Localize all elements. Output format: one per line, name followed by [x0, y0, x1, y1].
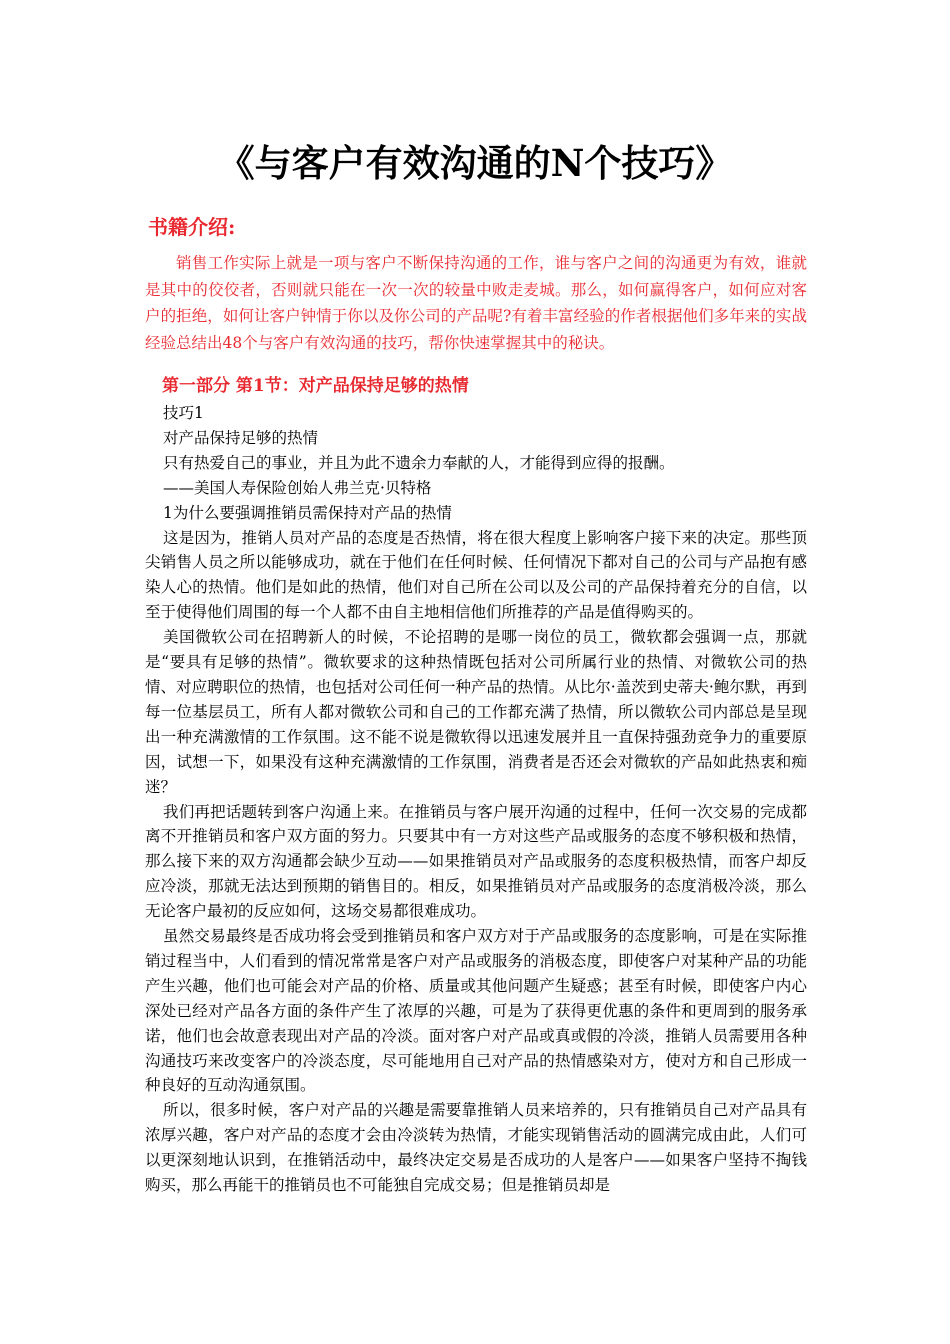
body-paragraph: 虽然交易最终是否成功将会受到推销员和客户双方对于产品或服务的态度影响，可是在实际推销过程当中，人们看到的情况常常是客户对产品或服务的消极态度，即使客户对某种产品的功能产生兴趣，他们也可能会对产品的价格、质量或其他问题产生疑惑；甚至有时候，即使客户内心深处已经对产品各方面的条件产生了浓厚的兴趣，可是为了获得更优惠的条件和更周到的服务承诺，他们也会故意表现出对产品的冷淡。面对客户对产品或真或假的冷淡，推销人员需要用各种沟通技巧来改变客户的冷淡态度，尽可能地用自己对产品的热情感染对方，使对方和自己形成一种良好的互动沟通氛围。 [145, 927, 807, 1095]
quote-text: 只有热爱自己的事业，并且为此不遗余力奉献的人，才能得到应得的报酬。 [163, 453, 675, 472]
body-paragraph: 美国微软公司在招聘新人的时候，不论招聘的是哪一岗位的员工，微软都会强调一点，那就是“要具有足够的热情”。微软要求的这种热情既包括对公司所属行业的热情、对微软公司的热情、对应聘职位的热情，也包括对公司任何一种产品的热情。从比尔·盖茨到史蒂夫·鲍尔默，再到每一位基层员工，所有人都对微软公司和自己的工作都充满了热情，所以微软公司内部总是呈现出一种充满激情的工作氛围。这不能不说是微软得以迅速发展并且一直保持强劲竞争力的重要原因，试想一下，如果没有这种充满激情的工作氛围，消费者是否还会对微软的产品如此热衷和痴迷？ [145, 628, 807, 796]
intro-heading: 书籍介绍: [148, 215, 236, 239]
quote-attribution: ——美国人寿保险创始人弗兰克·贝特格 [163, 478, 432, 497]
body-paragraph: 这是因为，推销人员对产品的态度是否热情，将在很大程度上影响客户接下来的决定。那些顶尖销售人员之所以能够成功，就在于他们在任何时候、任何情况下都对自己的公司与产品抱有感染人心的热情。他们是如此的热情，他们对自己所在公司以及公司的产品保持着充分的自信，以至于使得他们周围的每一个人都不由自主地相信他们所推荐的产品是值得购买的。 [145, 528, 807, 622]
section-heading: 第一部分 第1节：对产品保持足够的热情 [162, 376, 469, 396]
document-title: 《与客户有效沟通的N个技巧》 [217, 141, 733, 185]
body-paragraph: 所以，很多时候，客户对产品的兴趣是需要靠推销人员来培养的，只有推销员自己对产品具有浓厚兴趣，客户对产品的态度才会由冷淡转为热情，才能实现销售活动的圆满完成由此，人们可以更深刻地认识到，在推销活动中，最终决定交易是否成功的人是客户——如果客户坚持不掏钱购买，那么再能干的推销员也不可能独自完成交易；但是推销员却是 [145, 1101, 807, 1195]
tip-number: 技巧1 [163, 404, 204, 422]
body-text [145, 401, 807, 1198]
body-paragraph: 我们再把话题转到客户沟通上来。在推销员与客户展开沟通的过程中，任何一次交易的完成都离不开推销员和客户双方面的努力。只要其中有一方对这些产品或服务的态度不够积极和热情，那么接下来的双方沟通都会缺少互动——如果推销员对产品或服务的态度积极热情，而客户却反应冷淡，那就无法达到预期的销售目的。相反，如果推销员对产品或服务的态度消极冷淡，那么无论客户最初的反应如何，这场交易都很难成功。 [145, 802, 807, 921]
intro-paragraph: 销售工作实际上就是一项与客户不断保持沟通的工作，谁与客户之间的沟通更为有效，谁就是其中的佼佼者，否则就只能在一次一次的较量中败走麦城。那么，如何赢得客户，如何应对客户的拒绝，如何让客户钟情于你以及你公司的产品呢?有着丰富经验的作者根据他们多年来的实战经验总结出48个与客户有效沟通的技巧，帮你快速掌握其中的秘诀。 [145, 254, 807, 352]
tip-title: 对产品保持足够的热情 [163, 428, 319, 447]
subsection-heading: 1为什么要强调推销员需保持对产品的热情 [163, 503, 452, 522]
